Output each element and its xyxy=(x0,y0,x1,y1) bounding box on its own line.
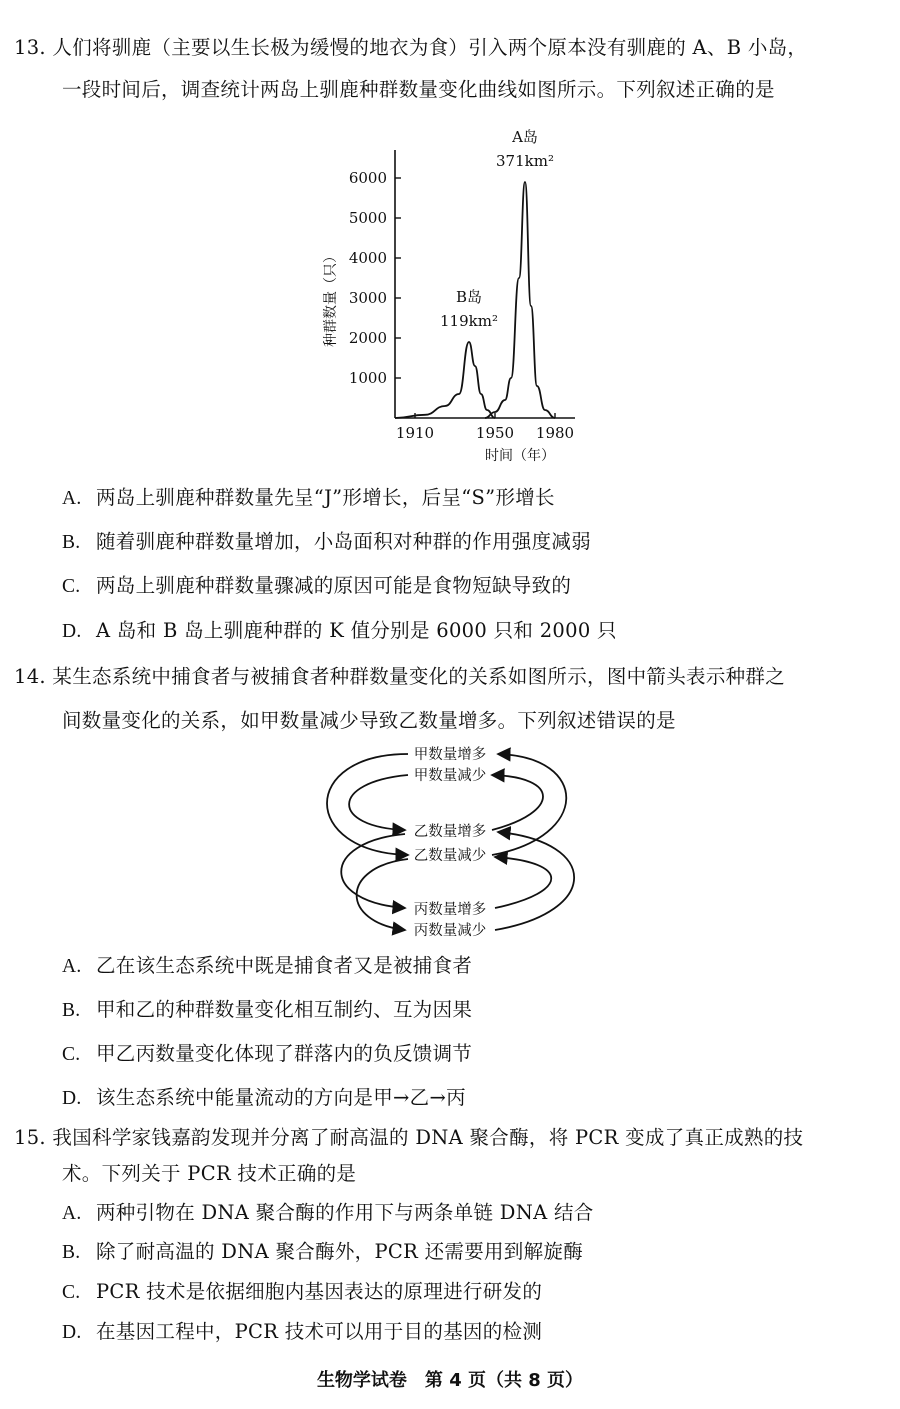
q14-stem-line2: 间数量变化的关系，如甲数量减少导致乙数量增多。下列叙述错误的是 xyxy=(62,709,676,732)
q13-option-b[interactable] xyxy=(62,528,591,557)
q15-option-a[interactable] xyxy=(62,1199,594,1228)
y-axis-label: 种群数量（只） xyxy=(323,249,339,347)
node-yi-increase: 乙数量增多 xyxy=(413,824,487,840)
option-label: D. xyxy=(62,621,82,642)
arrow-yi-down-to-bing-down xyxy=(357,859,408,930)
y-tick-label: 2000 xyxy=(348,329,387,347)
q15-option-c[interactable] xyxy=(62,1278,542,1307)
x-axis-label: 时间（年） xyxy=(485,448,555,464)
node-bing-increase: 丙数量增多 xyxy=(413,902,487,918)
q15-stem-line1 xyxy=(14,1124,803,1152)
q13-stem-text1: 人们将驯鹿（主要以生长极为缓慢的地衣为食）引入两个原本没有驯鹿的 A、B 小岛， xyxy=(52,36,808,59)
chart-labels xyxy=(440,128,554,330)
option-label: A. xyxy=(62,1203,82,1224)
q15-number: 15. xyxy=(14,1126,46,1149)
q13-option-a[interactable] xyxy=(62,484,555,513)
population-chart xyxy=(0,120,900,465)
x-tick-label: 1980 xyxy=(535,424,575,442)
option-label: D. xyxy=(62,1322,82,1343)
q15-option-d[interactable] xyxy=(62,1318,542,1347)
option-text: 两种引物在 DNA 聚合酶的作用下与两条单链 DNA 结合 xyxy=(96,1201,594,1224)
option-text: 甲和乙的种群数量变化相互制约、互为因果 xyxy=(96,998,473,1021)
q13-stem-line1 xyxy=(14,34,807,62)
q14-option-d[interactable] xyxy=(62,1084,466,1113)
series-line-b-island xyxy=(395,342,495,418)
y-tick-label: 5000 xyxy=(348,209,387,227)
y-tick-label: 4000 xyxy=(348,249,387,267)
q14-number: 14. xyxy=(14,665,46,688)
arrow-jia-up-to-yi-down xyxy=(327,754,408,855)
option-label: C. xyxy=(62,576,81,597)
option-label: C. xyxy=(62,1282,81,1303)
option-text: PCR 技术是依据细胞内基因表达的原理进行研发的 xyxy=(96,1280,543,1303)
q14-stem-text1: 某生态系统中捕食者与被捕食者种群数量变化的关系如图所示，图中箭头表示种群之 xyxy=(52,665,786,688)
series-label-area: 371km² xyxy=(496,152,554,170)
option-text: 除了耐高温的 DNA 聚合酶外，PCR 还需要用到解旋酶 xyxy=(96,1240,583,1263)
q13-stem-line2: 一段时间后，调查统计两岛上驯鹿种群数量变化曲线如图所示。下列叙述正确的是 xyxy=(62,78,775,101)
page-footer: 生物学试卷 第 4 页（共 8 页） xyxy=(316,1370,584,1391)
option-label: B. xyxy=(62,1000,81,1021)
option-text: 在基因工程中，PCR 技术可以用于目的基因的检测 xyxy=(96,1320,543,1343)
option-label: B. xyxy=(62,532,81,553)
q15-option-b[interactable] xyxy=(62,1238,583,1267)
node-jia-decrease: 甲数量减少 xyxy=(413,768,487,784)
option-text: 两岛上驯鹿种群数量先呈“J”形增长，后呈“S”形增长 xyxy=(96,486,555,509)
option-label: B. xyxy=(62,1242,81,1263)
option-label: C. xyxy=(62,1044,81,1065)
series-label-name: A岛 xyxy=(512,128,538,146)
q14-option-a[interactable] xyxy=(62,952,472,981)
option-label: A. xyxy=(62,956,82,977)
y-tick-label: 1000 xyxy=(348,369,387,387)
option-text: 两岛上驯鹿种群数量骤减的原因可能是食物短缺导致的 xyxy=(96,574,572,597)
arrow-bing-down-to-yi-up xyxy=(495,832,574,930)
q13-option-c[interactable] xyxy=(62,572,571,601)
q14-stem-line1 xyxy=(14,663,785,691)
option-text: 该生态系统中能量流动的方向是甲→乙→丙 xyxy=(96,1086,466,1109)
series-line-a-island xyxy=(485,182,555,418)
arrow-jia-down-to-yi-up xyxy=(349,775,408,830)
option-text: 随着驯鹿种群数量增加，小岛面积对种群的作用强度减弱 xyxy=(96,530,592,553)
feedback-diagram xyxy=(0,742,900,942)
node-bing-decrease: 丙数量减少 xyxy=(413,923,487,939)
y-tick-label: 3000 xyxy=(348,289,387,307)
option-label: D. xyxy=(62,1088,82,1109)
option-text: A 岛和 B 岛上驯鹿种群的 K 值分别是 6000 只和 2000 只 xyxy=(96,619,617,642)
node-jia-increase: 甲数量增多 xyxy=(413,747,487,763)
option-text: 乙在该生态系统中既是捕食者又是被捕食者 xyxy=(96,954,473,977)
series-label-name: B岛 xyxy=(455,288,483,306)
series-label-area: 119km² xyxy=(440,312,498,330)
y-tick-label: 6000 xyxy=(348,169,387,187)
arrow-bing-up-to-yi-down xyxy=(495,857,551,908)
node-yi-decrease: 乙数量减少 xyxy=(413,848,487,864)
chart-axes xyxy=(322,150,575,464)
q14-option-b[interactable] xyxy=(62,996,472,1025)
option-label: A. xyxy=(62,488,82,509)
q13-option-d[interactable] xyxy=(62,617,617,646)
arrow-yi-up-to-jia-down xyxy=(492,775,543,830)
q13-number: 13. xyxy=(14,36,46,59)
x-tick-label: 1910 xyxy=(395,424,435,442)
arrow-yi-down-to-jia-up xyxy=(492,754,566,855)
q14-option-c[interactable] xyxy=(62,1040,472,1069)
x-tick-label: 1950 xyxy=(475,424,515,442)
q15-stem-text1: 我国科学家钱嘉韵发现并分离了耐高温的 DNA 聚合酶，将 PCR 变成了真正成熟的技 xyxy=(52,1126,804,1149)
q15-stem-line2: 术。下列关于 PCR 技术正确的是 xyxy=(62,1162,357,1185)
option-text: 甲乙丙数量变化体现了群落内的负反馈调节 xyxy=(96,1042,473,1065)
